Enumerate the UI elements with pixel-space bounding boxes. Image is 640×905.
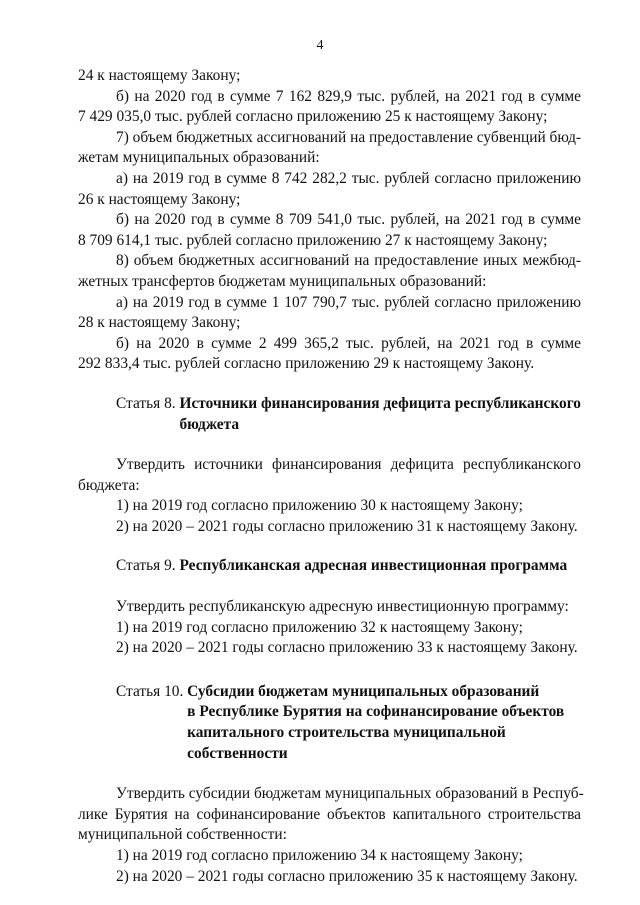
heading-title-line: бюджета xyxy=(179,415,240,433)
text-line: 1) на 2019 год согласно приложению 30 к настоящему Закону; xyxy=(116,497,523,515)
text-line: 28 к настоящему Закону; xyxy=(78,314,241,332)
text-line: 24 к настоящему Закону; xyxy=(78,67,241,84)
article-9-body xyxy=(78,597,581,659)
text-line: бюджета: xyxy=(78,476,140,494)
article-10-title xyxy=(187,682,564,764)
article-10-body xyxy=(78,784,584,887)
text-line: 26 к настоящему Закону; xyxy=(78,190,241,208)
article-10-heading xyxy=(116,682,581,764)
text-line: 2) на 2020 – 2021 годы согласно приложению 33 к настоящему Закону. xyxy=(116,639,578,657)
article-9-heading xyxy=(116,556,581,577)
article-10-number: Статья 10. xyxy=(116,682,188,700)
heading-title-line: Республиканская адресная инвестиционная программа xyxy=(179,557,568,575)
text-line: 8 709 614,1 тыс. рублей согласно приложению 27 к настоящему Закону; xyxy=(78,231,548,249)
heading-title-line: капитального строительства муниципальной xyxy=(187,724,506,742)
text-line: муниципальной собственности: xyxy=(78,826,287,844)
heading-title-line: в Республике Бурятия на софинансирование объектов xyxy=(187,703,565,721)
text-line: 292 833,4 тыс. рублей согласно приложению 29 к настоящему Закону. xyxy=(78,355,535,373)
text-line: Утвердить республиканскую адресную инвестиционную программу: xyxy=(116,598,569,616)
text-line: а) на 2019 год в сумме 8 742 282,2 тыс. рублей согласно приложению xyxy=(116,169,581,187)
text-line: 7 429 035,0 тыс. рублей согласно приложению 25 к настоящему Закону; xyxy=(78,108,548,126)
text-line: жетам муниципальных образований: xyxy=(78,149,320,167)
article-8-heading xyxy=(116,394,581,435)
text-line: жетных трансфертов бюджетам муниципальных образований: xyxy=(78,272,487,290)
article-8-body xyxy=(78,455,581,537)
text-line: 1) на 2019 год согласно приложению 34 к настоящему Закону; xyxy=(116,847,523,864)
text-line: 2) на 2020 – 2021 годы согласно приложению 35 к настоящему Закону. xyxy=(116,867,578,885)
heading-title-line: собственности xyxy=(187,744,288,762)
document-body xyxy=(78,66,584,887)
text-line: 1) на 2019 год согласно приложению 32 к настоящему Закону; xyxy=(116,618,523,636)
article-8-title xyxy=(179,394,581,435)
text-line: 8) объем бюджетных ассигнований на предоставление иных межбюд- xyxy=(116,252,581,270)
text-line: Утвердить источники финансирования дефицита республиканского xyxy=(116,456,581,474)
heading-title-line: Источники финансирования дефицита республиканского xyxy=(179,394,581,412)
text-line: б) на 2020 в сумме 2 499 365,2 тыс. рублей, на 2021 год в сумме xyxy=(116,334,581,352)
text-line: б) на 2020 год в сумме 8 709 541,0 тыс. рублей, на 2021 год в сумме xyxy=(116,211,581,229)
text-line: а) на 2019 год в сумме 1 107 790,7 тыс. рублей согласно приложению xyxy=(116,293,581,311)
article-9-title xyxy=(179,556,567,577)
page-number: 4 xyxy=(316,38,324,53)
heading-title-line: Субсидии бюджетам муниципальных образований xyxy=(187,682,540,700)
text-line: 7) объем бюджетных ассигнований на предоставление субвенций бюд- xyxy=(116,128,582,146)
paragraph-group-top xyxy=(78,66,581,375)
text-line: б) на 2020 год в сумме 7 162 829,9 тыс. рублей, на 2021 год в сумме xyxy=(116,87,581,105)
text-line: 2) на 2020 – 2021 годы согласно приложению 31 к настоящему Закону. xyxy=(116,517,578,535)
text-line: лике Бурятия на софинансирование объектов капитального строительства xyxy=(78,805,581,823)
article-9-number: Статья 9. xyxy=(116,557,180,575)
text-line: Утвердить субсидии бюджетам муниципальных образований в Респуб- xyxy=(116,785,584,803)
article-8-number: Статья 8. xyxy=(116,394,180,412)
